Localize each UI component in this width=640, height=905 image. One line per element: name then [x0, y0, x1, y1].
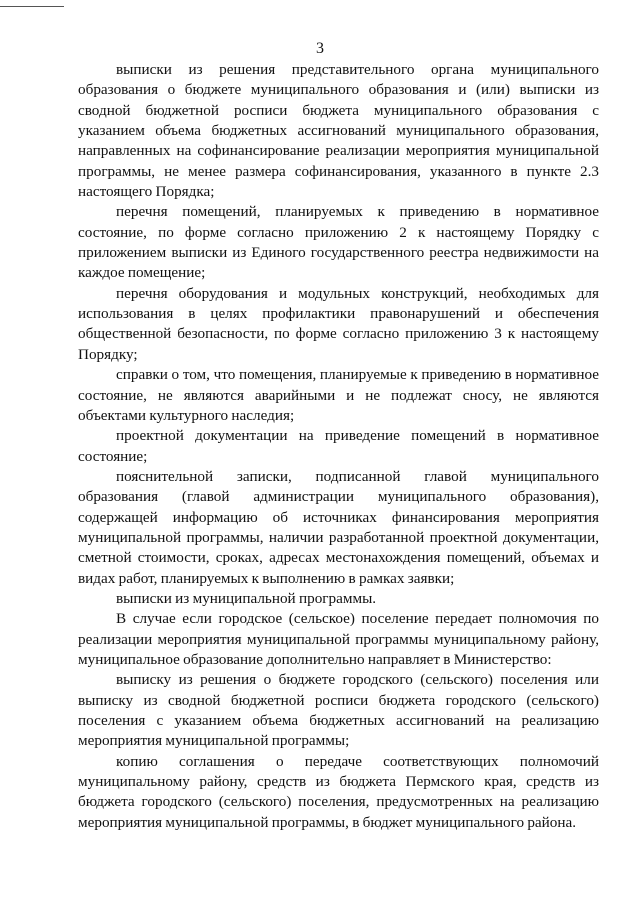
paragraph-9: выписку из решения о бюджете городского (сельского) поселения или выписку из сводной бюджетной росписи бюджета городского (сельского) поселения с указанием объема бюджетных ассигнований на реализацию мероприятия муниципальной программы; [78, 671, 599, 750]
paragraph-10: копию соглашения о передаче соответствующих полномочий муниципальному району, средств из бюджета Пермского края, средств из бюджета городского (сельского) поселения, предусмотренных на реализацию мероприятия муниципальной программы, в бюджет муниципального района. [78, 752, 599, 831]
paragraph-1: выписки из решения представительного органа муниципального образования о бюджете муниципального образования и (или) выписки из сводной бюджетной росписи бюджета муниципального образования с указанием объема бюджетных ассигнований муниципального образования, направленных на софинансирование реализации мероприятия муниципальной программы, не менее размера софинансирования, указанного в пункте 2.3 настоящего Порядка; [78, 61, 599, 201]
paragraph-3: перечня оборудования и модульных конструкций, необходимых для использования в целях профилактики правонарушений и обеспечения общественной безопасности, по форме согласно приложению 3 к настоящему Порядку; [78, 284, 599, 363]
page-number: 3 [316, 40, 324, 57]
paragraph-8: В случае если городское (сельское) поселение передает полномочия по реализации мероприятия муниципальной программы муниципальному району, муниципальное образование дополнительно направляет в Министерство: [78, 610, 599, 668]
paragraph-5: проектной документации на приведение помещений в нормативное состояние; [78, 427, 599, 465]
paragraph-2: перечня помещений, планируемых к приведению в нормативное состояние, по форме согласно приложению 2 к настоящему Порядку с приложением выписки из Единого государственного реестра недвижимости на каждое помещение; [78, 203, 599, 282]
paragraph-6: пояснительной записки, подписанной главой муниципального образования (главой администрации муниципального образования), содержащей информацию об источниках финансирования мероприятия муниципальной программы, наличии разработанной проектной документации, сметной стоимости, сроках, адресах местонахождения помещений, объемах и видах работ, планируемых к выполнению в рамках заявки; [78, 467, 599, 587]
paragraph-7: выписки из муниципальной программы. [116, 589, 377, 607]
document-body [78, 60, 599, 833]
paragraph-4: справки о том, что помещения, планируемые к приведению в нормативное состояние, не являются аварийными и не подлежат сносу, не являются объектами культурного наследия; [78, 366, 599, 424]
top-edge-line [0, 6, 64, 7]
